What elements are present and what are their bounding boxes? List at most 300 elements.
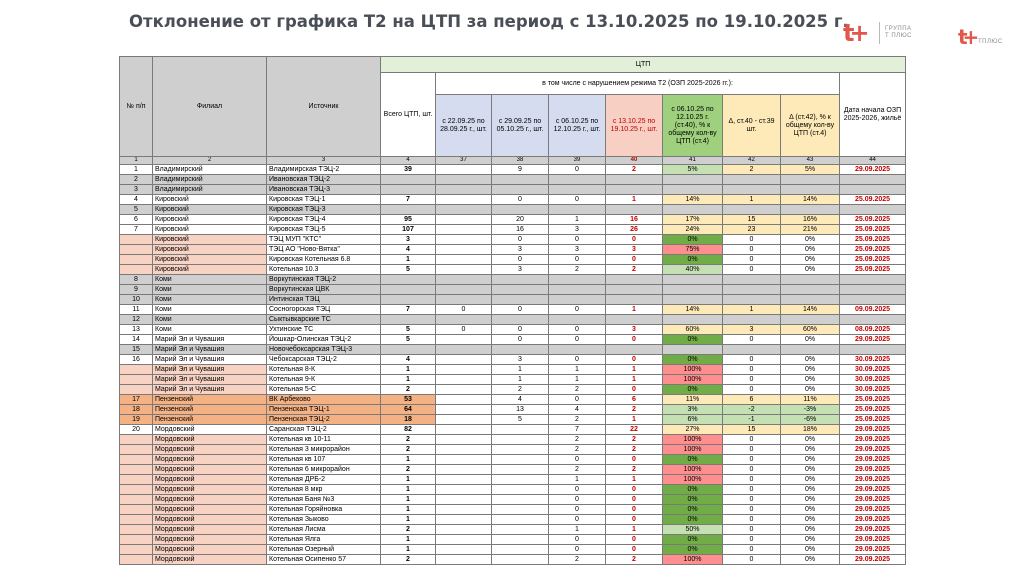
cell-p4: 0 xyxy=(606,335,663,345)
cell-f: Мордовский xyxy=(153,555,267,565)
cell-s: Йошкар-Олинская ТЭЦ-2 xyxy=(267,335,381,345)
cell-s: Кировская ТЭЦ-4 xyxy=(267,215,381,225)
cell-s: ТЭЦ АО "Ново-Вятка" xyxy=(267,245,381,255)
cell-dp: 0% xyxy=(781,245,840,255)
cell-p2: 16 xyxy=(492,225,549,235)
cell-p1 xyxy=(436,495,492,505)
cell-p4: 1 xyxy=(606,525,663,535)
cell-t xyxy=(381,205,436,215)
cell-p1 xyxy=(436,385,492,395)
cell-t xyxy=(381,315,436,325)
cell-f: Марий Эл и Чувашия xyxy=(153,365,267,375)
cell-dp: 14% xyxy=(781,195,840,205)
cell-p1 xyxy=(436,335,492,345)
cell-pct: 0% xyxy=(663,485,723,495)
cell-pct: 0% xyxy=(663,495,723,505)
cell-pct: 14% xyxy=(663,195,723,205)
cell-p2 xyxy=(492,505,549,515)
cell-p4 xyxy=(606,185,663,195)
colnum: 39 xyxy=(549,157,606,165)
cell-p3: 0 xyxy=(549,515,606,525)
table-row xyxy=(120,395,906,405)
cell-d xyxy=(723,175,781,185)
cell-s: Чебоксарская ТЭЦ-2 xyxy=(267,355,381,365)
cell-p3: 2 xyxy=(549,445,606,455)
cell-t: 5 xyxy=(381,325,436,335)
cell-p3 xyxy=(549,205,606,215)
cell-d: 0 xyxy=(723,505,781,515)
cell-p4: 22 xyxy=(606,425,663,435)
cell-p1 xyxy=(436,395,492,405)
cell-p3: 0 xyxy=(549,195,606,205)
cell-dp: 16% xyxy=(781,215,840,225)
cell-p4: 0 xyxy=(606,385,663,395)
cell-t: 7 xyxy=(381,305,436,315)
cell-f: Мордовский xyxy=(153,445,267,455)
cell-pct: 17% xyxy=(663,215,723,225)
cell-t: 64 xyxy=(381,405,436,415)
cell-s: Котельная 5-С xyxy=(267,385,381,395)
cell-f: Пензенский xyxy=(153,405,267,415)
cell-p3: 2 xyxy=(549,435,606,445)
cell-t: 7 xyxy=(381,195,436,205)
cell-date: 29.09.2025 xyxy=(840,335,906,345)
table-row xyxy=(120,325,906,335)
header-start-date: Дата начала ОЗП 2025-2026, жильё xyxy=(840,73,906,157)
cell-dp: 0% xyxy=(781,235,840,245)
cell-dp: 60% xyxy=(781,325,840,335)
cell-pct: 40% xyxy=(663,265,723,275)
colnum: 41 xyxy=(663,157,723,165)
cell-n: 15 xyxy=(120,345,153,355)
cell-p4: 1 xyxy=(606,195,663,205)
cell-s: Котельная 8-К xyxy=(267,365,381,375)
cell-s: ТЭЦ МУП "КТС" xyxy=(267,235,381,245)
cell-f: Марий Эл и Чувашия xyxy=(153,335,267,345)
cell-p3: 0 xyxy=(549,395,606,405)
cell-p3: 3 xyxy=(549,245,606,255)
table-row xyxy=(120,385,906,395)
cell-p3: 0 xyxy=(549,505,606,515)
cell-p4: 1 xyxy=(606,415,663,425)
cell-date xyxy=(840,345,906,355)
colnum: 37 xyxy=(436,157,492,165)
cell-dp: 0% xyxy=(781,535,840,545)
cell-f: Кировский xyxy=(153,235,267,245)
cell-d: 0 xyxy=(723,355,781,365)
cell-date: 25.09.2025 xyxy=(840,195,906,205)
cell-n: 18 xyxy=(120,405,153,415)
cell-t: 1 xyxy=(381,545,436,555)
cell-pct: 14% xyxy=(663,305,723,315)
cell-dp: 21% xyxy=(781,225,840,235)
cell-pct: 75% xyxy=(663,245,723,255)
cell-date xyxy=(840,185,906,195)
cell-p2 xyxy=(492,285,549,295)
cell-p4: 2 xyxy=(606,435,663,445)
cell-d: 0 xyxy=(723,485,781,495)
cell-p1 xyxy=(436,245,492,255)
cell-p3 xyxy=(549,185,606,195)
cell-pct: 0% xyxy=(663,255,723,265)
cell-f: Мордовский xyxy=(153,425,267,435)
cell-date xyxy=(840,175,906,185)
cell-pct xyxy=(663,205,723,215)
table-row xyxy=(120,515,906,525)
logo-secondary-caption: ТПЛЮС xyxy=(978,39,1003,45)
cell-p4: 26 xyxy=(606,225,663,235)
cell-n: 20 xyxy=(120,425,153,435)
cell-date: 29.09.2025 xyxy=(840,465,906,475)
cell-d: 0 xyxy=(723,375,781,385)
cell-p2 xyxy=(492,525,549,535)
cell-p1 xyxy=(436,345,492,355)
cell-d: 0 xyxy=(723,535,781,545)
cell-p1 xyxy=(436,255,492,265)
cell-p3: 1 xyxy=(549,475,606,485)
cell-p2 xyxy=(492,435,549,445)
cell-d xyxy=(723,185,781,195)
cell-n: 4 xyxy=(120,195,153,205)
cell-dp: 0% xyxy=(781,265,840,275)
cell-f: Пензенский xyxy=(153,395,267,405)
cell-pct: 27% xyxy=(663,425,723,435)
cell-f: Коми xyxy=(153,285,267,295)
cell-p4 xyxy=(606,295,663,305)
table-row xyxy=(120,265,906,275)
cell-f: Коми xyxy=(153,305,267,315)
cell-p1 xyxy=(436,185,492,195)
cell-s: Пензенская ТЭЦ-1 xyxy=(267,405,381,415)
cell-f: Мордовский xyxy=(153,485,267,495)
table-row xyxy=(120,525,906,535)
cell-date: 25.09.2025 xyxy=(840,255,906,265)
cell-date: 08.09.2025 xyxy=(840,325,906,335)
table-row xyxy=(120,315,906,325)
cell-pct: 0% xyxy=(663,535,723,545)
cell-s: Котельная Озерный xyxy=(267,545,381,555)
cell-p2 xyxy=(492,465,549,475)
cell-d: 0 xyxy=(723,385,781,395)
cell-date xyxy=(840,315,906,325)
cell-p1 xyxy=(436,505,492,515)
cell-t: 1 xyxy=(381,475,436,485)
cell-pct xyxy=(663,295,723,305)
cell-n xyxy=(120,465,153,475)
table-row xyxy=(120,215,906,225)
cell-p1 xyxy=(436,215,492,225)
header-period-1: с 22.09.25 по 28.09.25 г., шт. xyxy=(436,95,492,157)
cell-f: Кировский xyxy=(153,195,267,205)
table-row xyxy=(120,185,906,195)
cell-dp: 0% xyxy=(781,485,840,495)
cell-t: 2 xyxy=(381,445,436,455)
cell-date: 29.09.2025 xyxy=(840,445,906,455)
cell-d: 23 xyxy=(723,225,781,235)
cell-p2: 0 xyxy=(492,255,549,265)
header-total: Всего ЦТП, шт. xyxy=(381,73,436,157)
cell-p3: 0 xyxy=(549,535,606,545)
cell-p1: 0 xyxy=(436,325,492,335)
column-number-row xyxy=(120,157,906,165)
logo-caption xyxy=(885,26,912,40)
cell-t: 2 xyxy=(381,465,436,475)
cell-p3: 2 xyxy=(549,555,606,565)
table-row xyxy=(120,495,906,505)
cell-p3: 2 xyxy=(549,385,606,395)
cell-t: 1 xyxy=(381,535,436,545)
cell-p4: 0 xyxy=(606,355,663,365)
cell-d xyxy=(723,275,781,285)
cell-f: Владимирский xyxy=(153,175,267,185)
cell-f: Кировский xyxy=(153,265,267,275)
table-row xyxy=(120,205,906,215)
cell-p2: 20 xyxy=(492,215,549,225)
cell-p3: 7 xyxy=(549,425,606,435)
cell-d: 0 xyxy=(723,475,781,485)
cell-dp: 0% xyxy=(781,375,840,385)
cell-f: Марий Эл и Чувашия xyxy=(153,375,267,385)
cell-n: 17 xyxy=(120,395,153,405)
cell-p1 xyxy=(436,195,492,205)
cell-d xyxy=(723,285,781,295)
cell-date: 29.09.2025 xyxy=(840,475,906,485)
cell-p3 xyxy=(549,315,606,325)
cell-s: Котельная кв 107 xyxy=(267,455,381,465)
cell-date: 30.09.2025 xyxy=(840,375,906,385)
table-row xyxy=(120,375,906,385)
cell-p4: 0 xyxy=(606,255,663,265)
cell-d: 0 xyxy=(723,445,781,455)
cell-date: 29.09.2025 xyxy=(840,495,906,505)
cell-d: -1 xyxy=(723,415,781,425)
header-period-4: с 13.10.25 по 19.10.25 г., шт. xyxy=(606,95,663,157)
header-period-2: с 29.09.25 по 05.10.25 г., шт. xyxy=(492,95,549,157)
cell-p3 xyxy=(549,345,606,355)
cell-p3: 1 xyxy=(549,525,606,535)
cell-d: 15 xyxy=(723,215,781,225)
cell-p1 xyxy=(436,475,492,485)
cell-p2: 3 xyxy=(492,355,549,365)
cell-t: 18 xyxy=(381,415,436,425)
cell-d: 1 xyxy=(723,195,781,205)
cell-p3: 1 xyxy=(549,215,606,225)
cell-dp: 0% xyxy=(781,365,840,375)
cell-p2: 4 xyxy=(492,395,549,405)
cell-p4: 2 xyxy=(606,165,663,175)
cell-d: 0 xyxy=(723,555,781,565)
cell-n xyxy=(120,375,153,385)
cell-p3: 0 xyxy=(549,165,606,175)
cell-d: 0 xyxy=(723,465,781,475)
cell-dp: 0% xyxy=(781,525,840,535)
cell-p1 xyxy=(436,455,492,465)
cell-pct: 3% xyxy=(663,405,723,415)
cell-p4: 2 xyxy=(606,265,663,275)
cell-dp xyxy=(781,345,840,355)
cell-p1 xyxy=(436,225,492,235)
cell-s: Интинская ТЭЦ xyxy=(267,295,381,305)
cell-d: 0 xyxy=(723,265,781,275)
cell-d: 3 xyxy=(723,325,781,335)
cell-p2 xyxy=(492,535,549,545)
cell-n xyxy=(120,445,153,455)
cell-f: Мордовский xyxy=(153,505,267,515)
cell-s: ВК Арбеково xyxy=(267,395,381,405)
cell-pct: 0% xyxy=(663,355,723,365)
cell-pct: 0% xyxy=(663,545,723,555)
cell-date: 29.09.2025 xyxy=(840,515,906,525)
cell-p1 xyxy=(436,315,492,325)
cell-n xyxy=(120,455,153,465)
header-num: № п/п xyxy=(120,57,153,157)
cell-s: Котельная Баня №3 xyxy=(267,495,381,505)
cell-dp: 0% xyxy=(781,355,840,365)
cell-date: 25.09.2025 xyxy=(840,245,906,255)
cell-pct: 0% xyxy=(663,235,723,245)
cell-pct: 50% xyxy=(663,525,723,535)
cell-s: Сосногорская ТЭЦ xyxy=(267,305,381,315)
cell-p4: 0 xyxy=(606,535,663,545)
cell-n xyxy=(120,235,153,245)
cell-p2: 3 xyxy=(492,245,549,255)
cell-t: 1 xyxy=(381,365,436,375)
cell-p1 xyxy=(436,485,492,495)
cell-d xyxy=(723,295,781,305)
cell-f: Пензенский xyxy=(153,415,267,425)
cell-s: Котельная кв 10-11 xyxy=(267,435,381,445)
cell-date xyxy=(840,295,906,305)
cell-pct xyxy=(663,345,723,355)
cell-dp: 0% xyxy=(781,505,840,515)
company-logo xyxy=(843,21,943,51)
cell-date: 29.09.2025 xyxy=(840,555,906,565)
cell-dp xyxy=(781,205,840,215)
cell-p4 xyxy=(606,275,663,285)
cell-date: 25.09.2025 xyxy=(840,405,906,415)
cell-s: Котельная 8 мкр xyxy=(267,485,381,495)
cell-dp: 18% xyxy=(781,425,840,435)
cell-s: Котельная Ялга xyxy=(267,535,381,545)
cell-p2 xyxy=(492,445,549,455)
cell-f: Кировский xyxy=(153,225,267,235)
cell-date: 30.09.2025 xyxy=(840,385,906,395)
cell-pct: 100% xyxy=(663,375,723,385)
cell-f: Кировский xyxy=(153,255,267,265)
cell-p4: 3 xyxy=(606,325,663,335)
cell-p4: 0 xyxy=(606,485,663,495)
cell-dp: 0% xyxy=(781,445,840,455)
table-row xyxy=(120,275,906,285)
cell-p1: 0 xyxy=(436,305,492,315)
cell-t xyxy=(381,345,436,355)
cell-pct xyxy=(663,285,723,295)
cell-dp: 0% xyxy=(781,385,840,395)
header-source: Источник xyxy=(267,57,381,157)
table-row xyxy=(120,235,906,245)
cell-d: 0 xyxy=(723,365,781,375)
cell-pct: 0% xyxy=(663,505,723,515)
cell-p2 xyxy=(492,475,549,485)
cell-pct: 6% xyxy=(663,415,723,425)
cell-pct: 5% xyxy=(663,165,723,175)
cell-s: Котельная Осипенко 57 xyxy=(267,555,381,565)
cell-date: 29.09.2025 xyxy=(840,455,906,465)
cell-p4: 0 xyxy=(606,545,663,555)
cell-pct: 11% xyxy=(663,395,723,405)
cell-s: Воркутинская ЦВК xyxy=(267,285,381,295)
cell-p2: 0 xyxy=(492,325,549,335)
cell-s: Кировская ТЭЦ-1 xyxy=(267,195,381,205)
cell-n xyxy=(120,255,153,265)
cell-d: -2 xyxy=(723,405,781,415)
cell-t xyxy=(381,275,436,285)
cell-p4: 1 xyxy=(606,305,663,315)
cell-d: 0 xyxy=(723,515,781,525)
cell-p3: 1 xyxy=(549,375,606,385)
table-row xyxy=(120,245,906,255)
cell-s: Котельная 9-К xyxy=(267,375,381,385)
cell-f: Мордовский xyxy=(153,475,267,485)
cell-p4 xyxy=(606,285,663,295)
cell-t xyxy=(381,185,436,195)
cell-p4: 2 xyxy=(606,445,663,455)
cell-t: 39 xyxy=(381,165,436,175)
cell-t: 5 xyxy=(381,265,436,275)
cell-d: 2 xyxy=(723,165,781,175)
cell-n xyxy=(120,525,153,535)
cell-pct: 24% xyxy=(663,225,723,235)
cell-s: Воркутинская ТЭЦ-2 xyxy=(267,275,381,285)
cell-date xyxy=(840,275,906,285)
cell-t: 2 xyxy=(381,555,436,565)
header-branch: Филиал xyxy=(153,57,267,157)
cell-date: 30.09.2025 xyxy=(840,355,906,365)
cell-dp xyxy=(781,275,840,285)
cell-t: 2 xyxy=(381,525,436,535)
cell-f: Мордовский xyxy=(153,525,267,535)
cell-date: 25.09.2025 xyxy=(840,395,906,405)
cell-date: 25.09.2025 xyxy=(840,225,906,235)
table-row xyxy=(120,435,906,445)
cell-dp: 0% xyxy=(781,465,840,475)
cell-p3: 0 xyxy=(549,455,606,465)
logo-caption-line2: Т ПЛЮС xyxy=(885,33,912,39)
cell-p3: 0 xyxy=(549,305,606,315)
table-row xyxy=(120,445,906,455)
cell-p2: 13 xyxy=(492,405,549,415)
cell-p3 xyxy=(549,285,606,295)
colnum: 3 xyxy=(267,157,381,165)
colnum: 38 xyxy=(492,157,549,165)
cell-f: Кировский xyxy=(153,245,267,255)
t-plus-small-logo-icon: t+ xyxy=(958,25,975,49)
cell-p1 xyxy=(436,445,492,455)
table-row xyxy=(120,465,906,475)
cell-p1 xyxy=(436,435,492,445)
colnum: 2 xyxy=(153,157,267,165)
cell-n: 16 xyxy=(120,355,153,365)
table-row xyxy=(120,255,906,265)
cell-d: 0 xyxy=(723,335,781,345)
cell-t: 1 xyxy=(381,515,436,525)
cell-p2 xyxy=(492,485,549,495)
table-row xyxy=(120,225,906,235)
table-row xyxy=(120,365,906,375)
cell-dp xyxy=(781,285,840,295)
cell-p2: 3 xyxy=(492,265,549,275)
header-period-pct: с 06.10.25 по 12.10.25 г. (ст.40), % к общему кол-ву ЦТП (ст.4) xyxy=(663,95,723,157)
